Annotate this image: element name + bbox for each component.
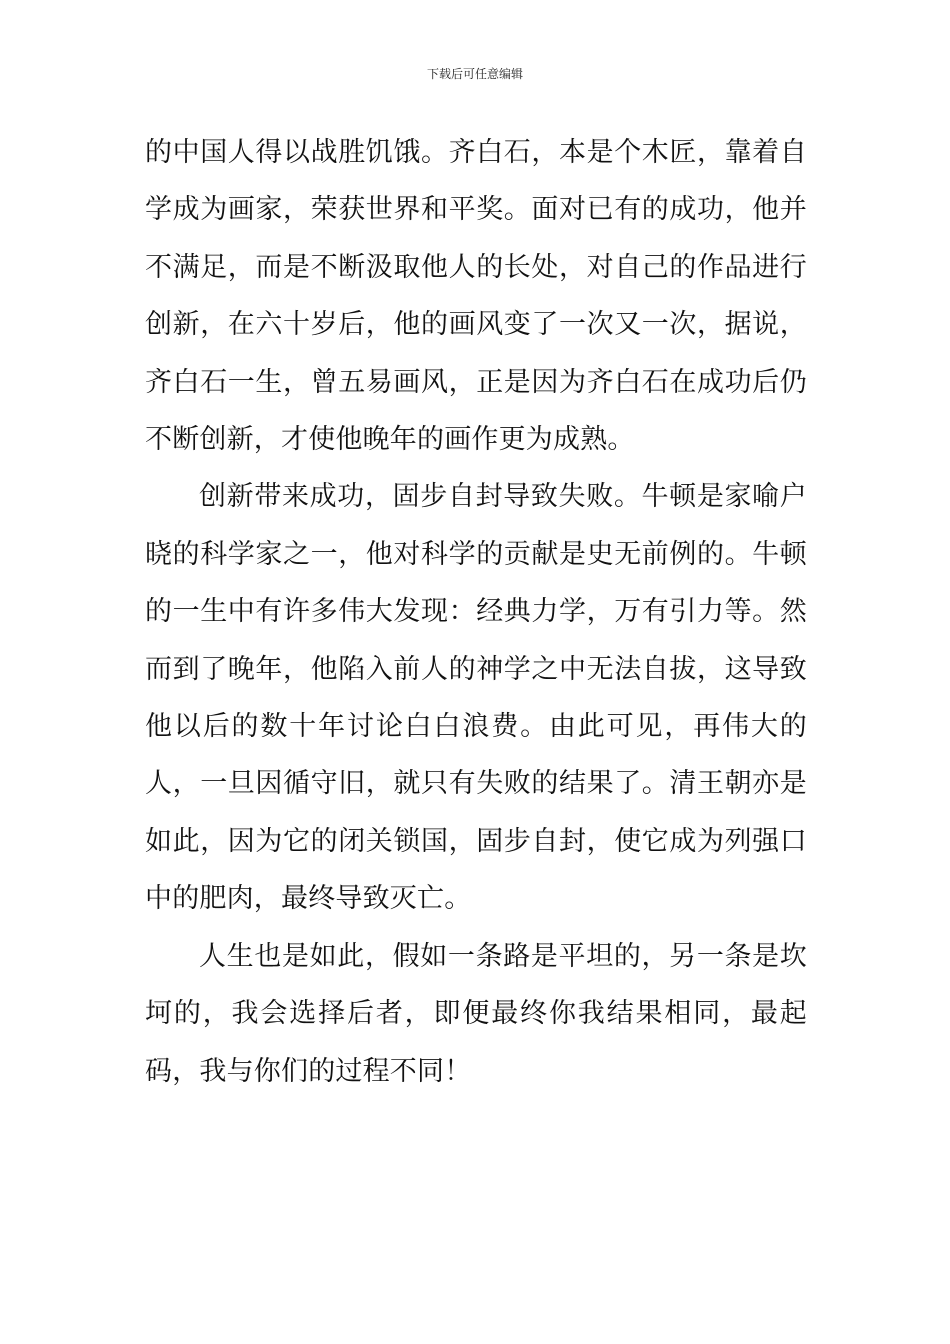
paragraph-2: 创新带来成功，固步自封导致失败。牛顿是家喻户晓的科学家之一，他对科学的贡献是史无前例的。牛顿的一生中有许多伟大发现：经典力学，万有引力等。然而到了晚年，他陷入前人的神学之中无法自拔，这导致他以后的数十年讨论白白浪费。由此可见，再伟大的人，一旦因循守旧，就只有失败的结果了。清王朝亦是如此，因为它的闭关锁国，固步自封，使它成为列强口中的肥肉，最终导致灭亡。 [145, 481, 807, 915]
document-body [145, 124, 807, 1100]
paragraph-3: 人生也是如此，假如一条路是平坦的，另一条是坎坷的，我会选择后者，即便最终你我结果相同，最起码，我与你们的过程不同！ [145, 940, 807, 1087]
page-header-note: 下载后可任意编辑 [426, 67, 523, 81]
paragraph-1: 的中国人得以战胜饥饿。齐白石，本是个木匠，靠着自学成为画家，荣获世界和平奖。面对已有的成功，他并不满足，而是不断汲取他人的长处，对自己的作品进行创新，在六十岁后，他的画风变了一次又一次，据说，齐白石一生，曾五易画风，正是因为齐白石在成功后仍不断创新，才使他晚年的画作更为成熟。 [145, 137, 807, 456]
